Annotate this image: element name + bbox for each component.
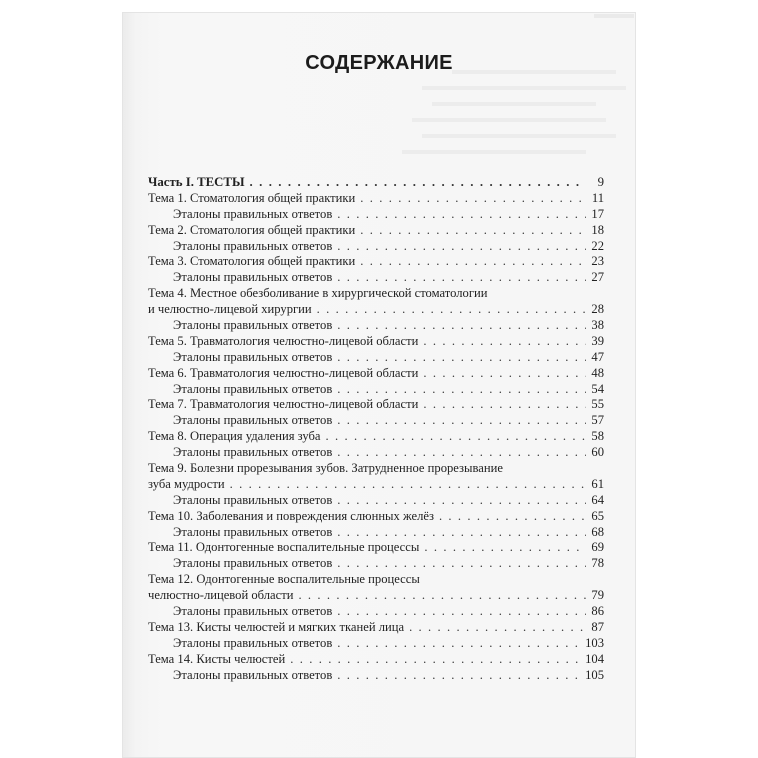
- toc-entry: [148, 652, 604, 668]
- toc-entry: [148, 620, 604, 636]
- toc-entry: [148, 207, 604, 223]
- toc-page-number: 64: [591, 492, 604, 507]
- toc-dot-leader: [337, 350, 586, 366]
- toc-dot-leader: [424, 540, 586, 556]
- toc-page-number: 65: [591, 508, 604, 523]
- toc-entry-label: Тема 14. Кисты челюстей: [148, 651, 286, 666]
- toc-entry-label: челюстно-лицевой области: [148, 588, 294, 603]
- bleed-through-line: [432, 102, 596, 106]
- toc-entry-label: Тема 4. Местное обезболивание в хирургической стоматологии: [148, 286, 488, 301]
- toc-dot-leader: [290, 652, 581, 668]
- bleed-through-line: [422, 134, 616, 138]
- toc-entry-label: Тема 9. Болезни прорезывания зубов. Затрудненное прорезывание: [148, 461, 503, 476]
- toc-page-number: 55: [591, 397, 604, 412]
- toc-entry-label: Эталоны правильных ответов: [173, 381, 333, 396]
- toc-dot-leader: [337, 445, 586, 461]
- toc-entry: [148, 239, 604, 255]
- toc-entry-label: Эталоны правильных ответов: [173, 635, 333, 650]
- table-of-contents: [148, 175, 604, 684]
- toc-entry-label: Эталоны правильных ответов: [173, 349, 333, 364]
- toc-entry: [148, 191, 604, 207]
- toc-entry-label: Эталоны правильных ответов: [173, 238, 333, 253]
- toc-entry-label: Тема 6. Травматология челюстно-лицевой области: [148, 365, 419, 380]
- toc-dot-leader: [337, 318, 586, 334]
- toc-entry-label: Тема 3. Стоматология общей практики: [148, 254, 356, 269]
- bleed-through-line: [422, 86, 626, 90]
- toc-dot-leader: [337, 636, 581, 652]
- toc-dot-leader: [230, 477, 586, 493]
- toc-page-number: 48: [591, 365, 604, 380]
- toc-entry: [148, 477, 604, 493]
- toc-entry-label: Эталоны правильных ответов: [173, 445, 333, 460]
- toc-entry: [148, 254, 604, 270]
- toc-page-number: 69: [591, 540, 604, 555]
- toc-entry-label: Эталоны правильных ответов: [173, 318, 333, 333]
- toc-page-number: 78: [591, 556, 604, 571]
- toc-entry: [148, 382, 604, 398]
- toc-entry: [148, 461, 604, 477]
- toc-entry: [148, 509, 604, 525]
- toc-entry: [148, 525, 604, 541]
- toc-dot-leader: [423, 366, 586, 382]
- toc-page-number: 47: [591, 349, 604, 364]
- toc-entry: [148, 334, 604, 350]
- toc-entry: [148, 413, 604, 429]
- toc-entry: [148, 318, 604, 334]
- toc-dot-leader: [337, 207, 586, 223]
- toc-entry-label: Эталоны правильных ответов: [173, 413, 333, 428]
- toc-page-number: 57: [591, 413, 604, 428]
- toc-entry-label: Тема 12. Одонтогенные воспалительные процессы: [148, 572, 420, 587]
- toc-dot-leader: [337, 556, 586, 572]
- toc-entry-label: и челюстно-лицевой хирургии: [148, 302, 312, 317]
- toc-entry-label: Эталоны правильных ответов: [173, 604, 333, 619]
- toc-entry-label: Тема 13. Кисты челюстей и мягких тканей лица: [148, 619, 405, 634]
- bleed-through-line: [412, 118, 606, 122]
- toc-page-number: 60: [591, 445, 604, 460]
- toc-entry: [148, 429, 604, 445]
- toc-entry: [148, 493, 604, 509]
- toc-dot-leader: [337, 270, 586, 286]
- toc-entry: [148, 270, 604, 286]
- toc-page-number: 27: [591, 270, 604, 285]
- toc-page-number: 28: [591, 302, 604, 317]
- toc-entry-label: Эталоны правильных ответов: [173, 270, 333, 285]
- toc-dot-leader: [326, 429, 587, 445]
- toc-dot-leader: [360, 223, 586, 239]
- toc-entry-label: Тема 8. Операция удаления зуба: [148, 429, 321, 444]
- toc-dot-leader: [337, 493, 586, 509]
- toc-page-number: 18: [591, 222, 604, 237]
- toc-entry-label: Эталоны правильных ответов: [173, 524, 333, 539]
- toc-entry: [148, 302, 604, 318]
- toc-dot-leader: [360, 191, 586, 207]
- toc-entry-label: Тема 1. Стоматология общей практики: [148, 190, 356, 205]
- toc-page-number: 17: [591, 206, 604, 221]
- toc-page-number: 87: [591, 619, 604, 634]
- toc-entry: [148, 445, 604, 461]
- toc-dot-leader: [337, 604, 586, 620]
- toc-entry-label: Эталоны правильных ответов: [173, 556, 333, 571]
- toc-dot-leader: [317, 302, 586, 318]
- bleed-through-mark: [594, 14, 634, 18]
- toc-entry-label: Тема 5. Травматология челюстно-лицевой области: [148, 333, 419, 348]
- toc-page-number: 103: [585, 635, 604, 650]
- toc-dot-leader: [337, 668, 581, 684]
- toc-page-number: 105: [585, 667, 604, 682]
- toc-entry: [148, 366, 604, 382]
- toc-page-number: 38: [591, 318, 604, 333]
- toc-dot-leader: [423, 334, 586, 350]
- toc-entry: [148, 556, 604, 572]
- toc-entry-label: Эталоны правильных ответов: [173, 206, 333, 221]
- toc-page-number: 11: [591, 190, 604, 205]
- toc-entry: [148, 668, 604, 684]
- toc-dot-leader: [337, 239, 586, 255]
- toc-entry: [148, 572, 604, 588]
- toc-page-number: 54: [591, 381, 604, 396]
- toc-dot-leader: [409, 620, 586, 636]
- toc-page-number: 39: [591, 333, 604, 348]
- toc-entry: [148, 286, 604, 302]
- toc-page-number: 23: [591, 254, 604, 269]
- toc-entry-label: Эталоны правильных ответов: [173, 492, 333, 507]
- toc-page-number: 9: [597, 175, 604, 189]
- toc-entry: [148, 588, 604, 604]
- toc-page-number: 86: [591, 604, 604, 619]
- toc-entry: [148, 350, 604, 366]
- toc-page-number: 68: [591, 524, 604, 539]
- toc-dot-leader: [337, 525, 586, 541]
- toc-entry-label: Тема 2. Стоматология общей практики: [148, 222, 356, 237]
- toc-dot-leader: [423, 397, 586, 413]
- toc-entry: [148, 604, 604, 620]
- toc-dot-leader: [298, 588, 586, 604]
- toc-entry-label: Тема 11. Одонтогенные воспалительные процессы: [148, 540, 420, 555]
- toc-dot-leader: [250, 175, 586, 191]
- toc-dot-leader: [360, 254, 586, 270]
- bleed-through-line: [402, 150, 586, 154]
- toc-page-number: 61: [591, 476, 604, 491]
- toc-entry-label: зуба мудрости: [148, 476, 225, 491]
- toc-entry: [148, 540, 604, 556]
- toc-page-number: 22: [591, 238, 604, 253]
- toc-dot-leader: [337, 413, 586, 429]
- toc-dot-leader: [439, 509, 586, 525]
- toc-entry-label: Эталоны правильных ответов: [173, 667, 333, 682]
- toc-entry: [148, 175, 604, 191]
- toc-entry-label: Тема 10. Заболевания и повреждения слюнных желёз: [148, 508, 434, 523]
- toc-entry: [148, 223, 604, 239]
- toc-page-number: 104: [585, 651, 604, 666]
- toc-entry: [148, 636, 604, 652]
- toc-entry-label: Часть I. ТЕСТЫ: [148, 175, 245, 189]
- toc-entry: [148, 397, 604, 413]
- toc-page-number: 79: [591, 588, 604, 603]
- toc-dot-leader: [337, 382, 586, 398]
- toc-entry-label: Тема 7. Травматология челюстно-лицевой области: [148, 397, 419, 412]
- book-page: [122, 12, 636, 758]
- toc-page-number: 58: [591, 429, 604, 444]
- page-title: СОДЕРЖАНИЕ: [305, 52, 453, 74]
